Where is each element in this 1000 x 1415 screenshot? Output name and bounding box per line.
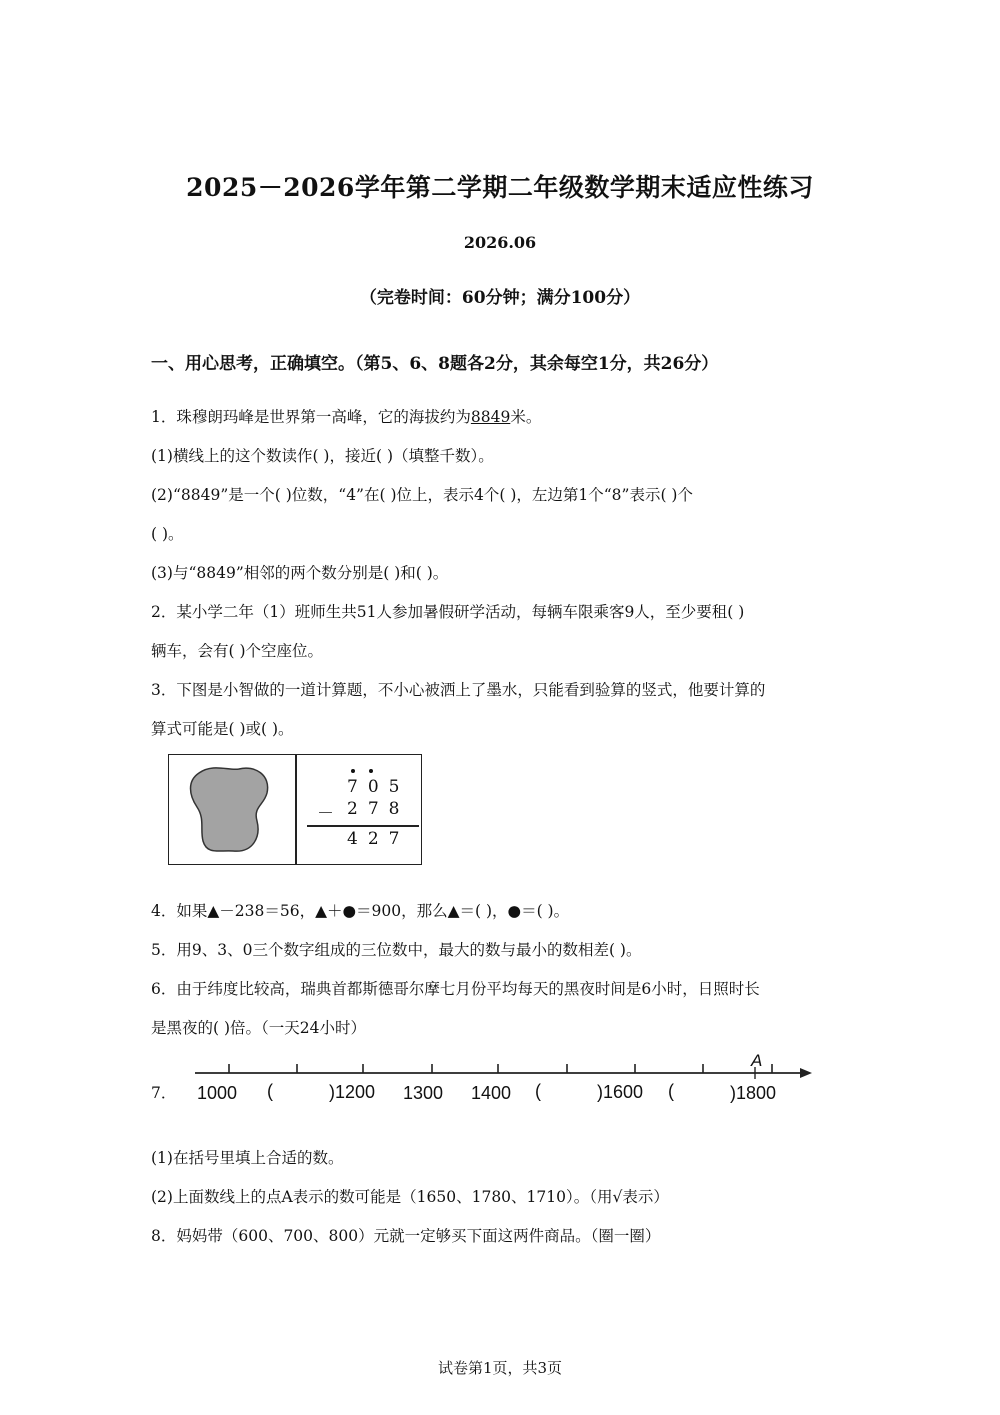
q1-stem [151, 405, 541, 427]
q1-underlined-number: 8849 [470, 408, 511, 426]
arrow-icon [800, 1068, 812, 1078]
page-footer: 试卷第1页，共3页 [437, 1359, 563, 1377]
q6-line2: 是黑夜的( )倍。（一天24小时） [151, 1019, 366, 1037]
q1-stem-after: 米。 [510, 408, 542, 426]
numline-label: ( [668, 1081, 674, 1101]
q1-stem-before: 1．珠穆朗玛峰是世界第一高峰，它的海拔约为 [151, 408, 471, 426]
numline-label: )1200 [329, 1082, 376, 1102]
q2-line1: 2．某小学二年（1）班师生共51人参加暑假研学活动，每辆车限乘客9人，至少要租( ) [151, 603, 745, 621]
exam-title: 2025－2026学年第二学期二年级数学期末适应性练习 [186, 173, 814, 202]
numline-label: )1600 [597, 1082, 644, 1102]
q3-line1: 3．下图是小智做的一道计算题，不小心被洒上了墨水，只能看到验算的竖式，他要计算的 [151, 681, 766, 699]
vertical-second-number: 278 [347, 799, 410, 819]
point-a-label: A [751, 1051, 763, 1070]
numline-label: )1800 [730, 1083, 777, 1103]
number-line [150, 1050, 820, 1110]
q5-line: 5．用9、3、0三个数字组成的三位数中，最大的数与最小的数相差( )。 [151, 941, 642, 959]
q2-line2: 辆车，会有( )个空座位。 [151, 642, 324, 660]
q1-part1: (1)横线上的这个数读作( )，接近( )（填整千数）。 [151, 447, 494, 465]
numline-label: ( [535, 1081, 541, 1101]
q1-part3: (3)与“8849”相邻的两个数分别是( )和( )。 [151, 564, 449, 582]
exam-time-info: （完卷时间：60分钟；满分100分） [359, 288, 641, 308]
section-heading: 一、用心思考，正确填空。（第5、6、8题各2分，其余每空1分，共26分） [151, 354, 719, 374]
numline-label: 1400 [471, 1083, 512, 1103]
numline-label: 1300 [403, 1083, 444, 1103]
q4-line: 4．如果▲－238＝56，▲＋●＝900，那么▲＝( )，●＝( )。 [151, 902, 570, 920]
numline-label: ( [267, 1081, 273, 1101]
q7-part2: (2)上面数线上的点A表示的数可能是（1650、1780、1710）。（用√表示） [151, 1188, 669, 1206]
ink-blot-icon [169, 755, 295, 863]
vertical-sum-line [307, 825, 419, 827]
q7-number: 7． [151, 1084, 177, 1102]
carry-dot-icon [367, 767, 379, 775]
vertical-result-number: 427 [347, 829, 410, 849]
q1-part2-continued: ( )。 [151, 525, 184, 543]
q7-part1: (1)在括号里填上合适的数。 [151, 1149, 344, 1167]
numline-label: 1000 [197, 1083, 238, 1103]
q3-figure-box [168, 754, 422, 865]
q6-line1: 6．由于纬度比较高，瑞典首都斯德哥尔摩七月份平均每天的黑夜时间是6小时，日照时长 [151, 980, 760, 998]
box-divider [295, 755, 297, 864]
q3-line2: 算式可能是( )或( )。 [151, 720, 294, 738]
exam-date: 2026.06 [463, 233, 537, 252]
vertical-top-number: 705 [347, 777, 410, 797]
carry-dot-icon [349, 767, 361, 775]
q1-part2: (2)“8849”是一个( )位数，“4”在( )位上，表示4个( )，左边第1个“8”表示( )个 [151, 486, 693, 504]
q8-line: 8．妈妈带（600、700、800）元就一定够买下面这两件商品。（圈一圈） [151, 1227, 661, 1245]
vertical-minus-sign: － [317, 804, 334, 824]
